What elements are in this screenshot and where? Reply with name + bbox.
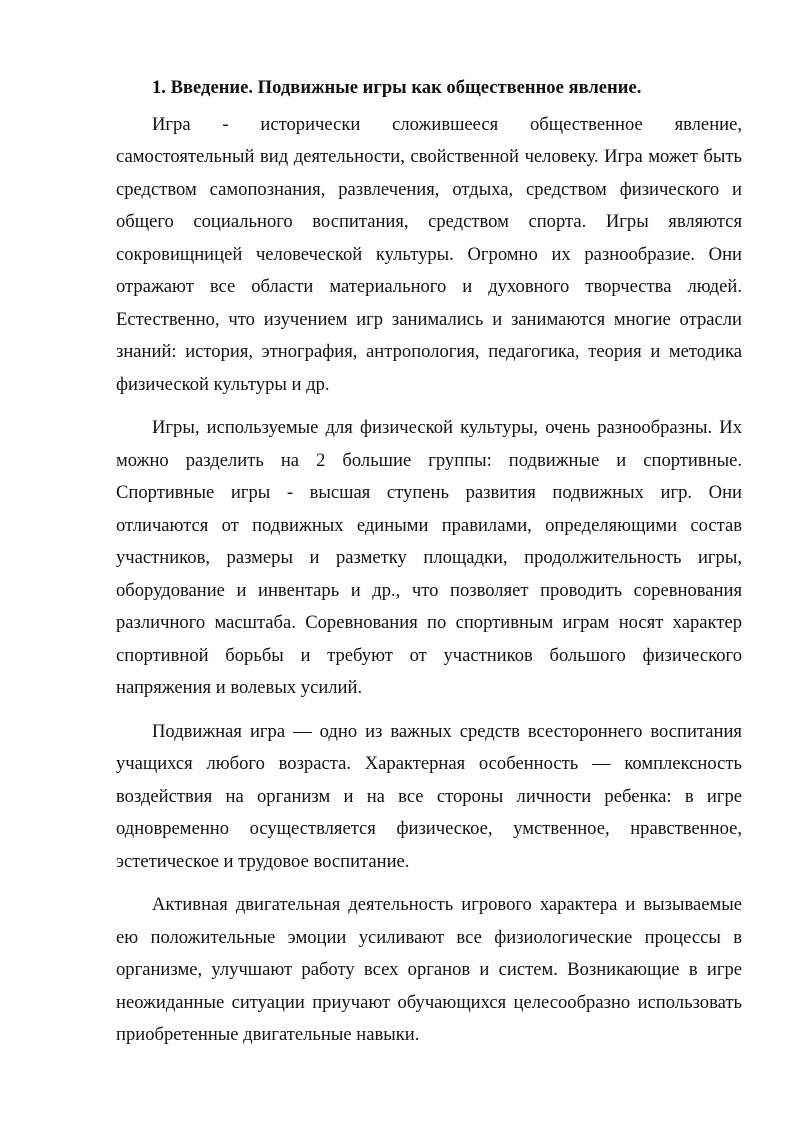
- paragraph-4: Активная двигательная деятельность игрового характера и вызываемые ею положительные эмоции усиливают все физиологические процессы в организме, улучшают работу всех органов и систем. Возникающие в игре неожиданные ситуации приучают обучающихся целесообразно использовать приобретенные двигательные навыки.: [116, 894, 742, 1045]
- document-body: [116, 72, 742, 1063]
- section-heading: 1. Введение. Подвижные игры как общественное явление.: [152, 77, 642, 98]
- paragraph-1: Игра - исторически сложившееся общественное явление, самостоятельный вид деятельности, свойственной человеку. Игра может быть средством самопознания, развлечения, отдыха, средством физического и общего социального воспитания, средством спорта. Игры являются сокровищницей человеческой культуры. Огромно их разнообразие. Они отражают все области материального и духовного творчества людей. Естественно, что изучением игр занимались и занимаются многие отрасли знаний: история, этнография, антропология, педагогика, теория и методика физической культуры и др.: [116, 113, 742, 395]
- paragraph-3: Подвижная игра — одно из важных средств всестороннего воспитания учащихся любого возраста. Характерная особенность — комплексность воздействия на организм и на все стороны личности ребенка: в игре одновременно осуществляется физическое, умственное, нравственное, эстетическое и трудовое воспитание.: [116, 720, 742, 872]
- paragraph-2: Игры, используемые для физической культуры, очень разнообразны. Их можно разделить на 2 большие группы: подвижные и спортивные. Спортивные игры - высшая ступень развития подвижных игр. Они отличаются от подвижных едиными правилами, определяющими состав участников, размеры и разметку площадки, продолжительность игры, оборудование и инвентарь и др., что позволяет проводить соревнования различного масштаба. Соревнования по спортивным играм носят характер спортивной борьбы и требуют от участников большого физического напряжения и волевых усилий.: [116, 417, 742, 698]
